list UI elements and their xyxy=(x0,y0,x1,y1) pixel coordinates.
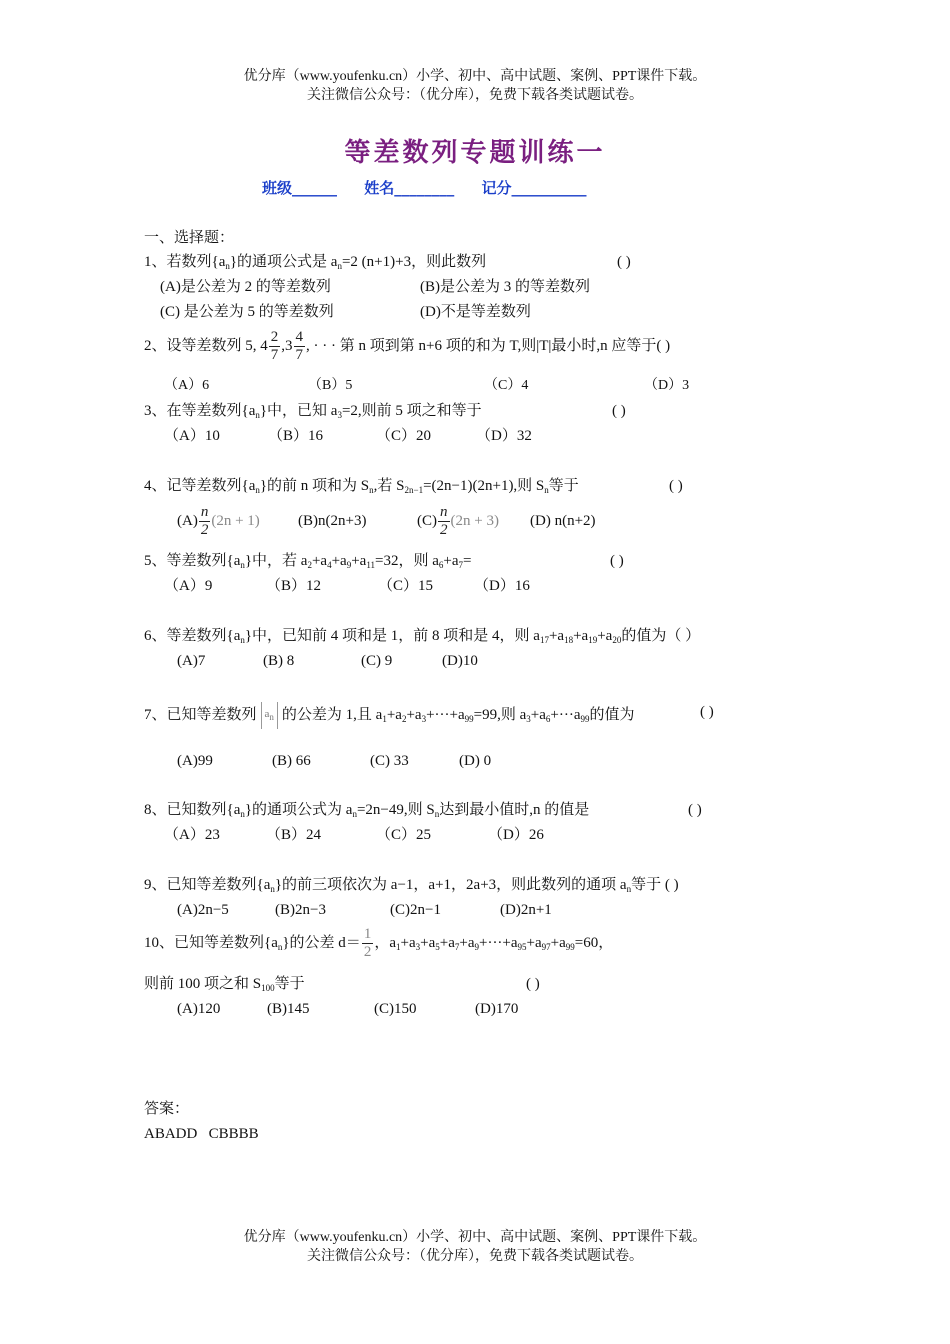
header-line-1: 优分库（www.youfenku.cn）小学、初中、高中试题、案例、PPT课件下载。 xyxy=(243,69,707,84)
question-1-paren: ( ) xyxy=(617,254,631,270)
q3-option-b: （B）16 xyxy=(268,428,324,444)
q7-option-a: (A)99 xyxy=(177,753,213,769)
q3-option-a: （A）10 xyxy=(164,428,220,444)
q6-option-a: (A)7 xyxy=(177,653,206,669)
q10-option-a: (A)120 xyxy=(177,1001,221,1017)
q6-option-d: (D)10 xyxy=(442,653,478,669)
q8-option-d: （D）26 xyxy=(488,827,544,843)
q8-option-c: （C）25 xyxy=(376,827,432,843)
q4-option-a: (A) $\frac{n}{2}$ (2n + 1) xyxy=(177,504,260,539)
question-1-stem: 1、若数列$\{a_n\}$的通项公式是 $a_n=2$ (n+1)+3，则此数列 xyxy=(144,254,487,271)
q8-option-a: （A）23 xyxy=(164,827,220,843)
class-field: 班级______ xyxy=(262,179,338,197)
q1-option-b: (B)是公差为 3 的等差数列 xyxy=(420,279,590,295)
question-10-line-2: 则前 100 项之和 $S_{100}$等于 xyxy=(144,976,305,993)
q5-option-c: （C）15 xyxy=(378,578,434,594)
q9-option-d: (D)2n+1 xyxy=(500,902,552,918)
fraction-4-7: $\frac{4}{7}$ xyxy=(295,329,304,364)
q5-option-a: （A）9 xyxy=(164,578,213,594)
q7-option-d: (D) 0 xyxy=(459,753,492,769)
q4-option-d: (D) n(n+2) xyxy=(530,513,596,529)
question-8-paren: ( ) xyxy=(688,802,702,818)
fraction-n-2: $\frac{n}{2}$ xyxy=(440,504,448,539)
q6-option-b: (B) 8 xyxy=(263,653,295,669)
sequence-an-symbol: $a_n$ xyxy=(261,702,278,729)
footer-line-1: 优分库（www.youfenku.cn）小学、初中、高中试题、案例、PPT课件下载。 xyxy=(243,1230,707,1245)
question-6-stem: 6、等差数列$\{a_n\}$中，已知前 4 项和是 1，前 8 项和是 4，则 $a_{17}+a_{18}+a_{19}+a_{20}$的值为（ ） xyxy=(144,628,701,645)
q1-option-d: (D)不是等差数列 xyxy=(420,304,531,320)
question-10-paren: ( ) xyxy=(526,976,540,992)
question-3-stem: 3、在等差数列$\{a_n\}$中，已知 $a_3=2$,则前 5 项之和等于 xyxy=(144,403,482,420)
q3-option-d: （D）32 xyxy=(476,428,532,444)
q2-option-d: （D）3 xyxy=(644,378,690,393)
answer-label: 答案： xyxy=(144,1101,190,1117)
question-4-stem: 4、记等差数列$\{a_n\}$的前 n 项和为 $S_n$,若 $S_{2n-1}=(2n-1)(2n+1)$,则 $S_n$等于 xyxy=(144,478,579,495)
q10-option-b: (B)145 xyxy=(267,1001,310,1017)
fraction-2-7: $\frac{2}{7}$ xyxy=(270,329,279,364)
question-9-stem: 9、已知等差数列$\{a_n\}$的前三项依次为 a−1，a+1，2a+3，则此数列的通项 $a_n$等于 ( ) xyxy=(144,877,679,894)
score-field: 记分__________ xyxy=(481,179,587,197)
q9-option-b: (B)2n−3 xyxy=(275,902,326,918)
q2-option-b: （B）5 xyxy=(308,378,353,393)
answer-value: ABADD CBBBB xyxy=(144,1126,259,1142)
question-5-stem: 5、等差数列$\{a_n\}$中，若 $a_2+a_4+a_9+a_{11}=32$，则 $a_6+a_7=$ xyxy=(144,553,472,570)
q3-option-c: （C）20 xyxy=(376,428,432,444)
section-heading: 一、选择题： xyxy=(144,230,235,246)
name-field: 姓名________ xyxy=(364,179,455,197)
q5-option-d: （D）16 xyxy=(474,578,530,594)
header-line-2: 关注微信公众号：（优分库），免费下载各类试题试卷。 xyxy=(307,88,643,103)
question-8-stem: 8、已知数列$\{a_n\}$的通项公式为 $a_n=2n-49$,则 $S_n$达到最小值时,n 的值是 xyxy=(144,802,590,819)
q6-option-c: (C) 9 xyxy=(361,653,393,669)
q5-option-b: （B）12 xyxy=(266,578,322,594)
q10-option-c: (C)150 xyxy=(374,1001,417,1017)
q2-option-c: （C）4 xyxy=(484,378,529,393)
question-5-paren: ( ) xyxy=(610,553,624,569)
q7-option-c: (C) 33 xyxy=(370,753,409,769)
fraction-n-2: $\frac{n}{2}$ xyxy=(200,504,209,539)
q1-option-a: (A)是公差为 2 的等差数列 xyxy=(160,279,331,295)
question-4-paren: ( ) xyxy=(669,478,683,494)
q4-option-b: (B)n(2n+3) xyxy=(298,513,367,529)
question-3-paren: ( ) xyxy=(612,403,626,419)
q7-option-b: (B) 66 xyxy=(272,753,311,769)
q8-option-b: （B）24 xyxy=(266,827,322,843)
question-2-stem: 2、设等差数列 5, 4 $\frac{2}{7}$ ,3 $\frac{4}{7}$ , · · · 第 n 项到第 n+6 项的和为 T,则|T|最小时,n 应等于( ) xyxy=(144,329,671,364)
q10-option-d: (D)170 xyxy=(475,1001,519,1017)
question-10-stem: 10、已知等差数列$\{a_n\}$的公差 d＝ $\frac{1}{2}$ ，$a_1+a_3+a_5+a_7+a_9+\cdot\cdot\cdot+a_{95}+a_{97}+a_{99}=60$， xyxy=(144,926,614,961)
q9-option-a: (A)2n−5 xyxy=(177,902,229,918)
page-title: 等差数列专题训练一 xyxy=(344,138,606,168)
q9-option-c: (C)2n−1 xyxy=(390,902,441,918)
q1-option-c: (C) 是公差为 5 的等差数列 xyxy=(160,304,334,320)
footer-line-2: 关注微信公众号：（优分库），免费下载各类试题试卷。 xyxy=(307,1249,643,1264)
question-7-paren: ( ) xyxy=(700,704,714,720)
question-7-stem: 7、已知等差数列 $a_n$ 的公差为 1,且 $a_1+a_2+a_3+\cdot\cdot\cdot+a_{99}=99$,则 $a_3+a_6+\cdot\cdot\cdot a_{99}$的值为 xyxy=(144,702,635,729)
student-info xyxy=(262,177,609,198)
q4-option-c: (C) $\frac{n}{2}$ (2n + 3) xyxy=(417,504,499,539)
q2-option-a: （A）6 xyxy=(164,378,210,393)
fraction-1-2: $\frac{1}{2}$ xyxy=(363,926,372,961)
